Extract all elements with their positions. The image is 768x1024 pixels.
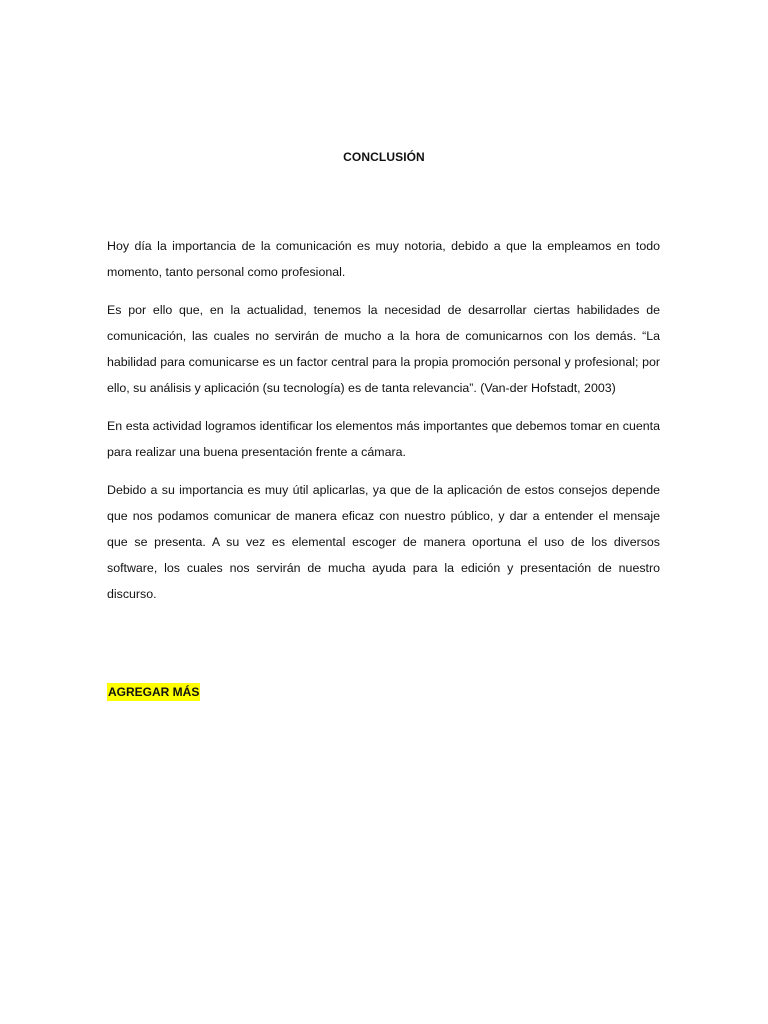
paragraph-3: En esta actividad logramos identificar los elementos más importantes que debemos tomar en cuenta para realizar una buena presentación frente a cámara. xyxy=(107,419,660,459)
page-title: CONCLUSIÓN xyxy=(343,150,425,164)
paragraph-4: Debido a su importancia es muy útil aplicarlas, ya que de la aplicación de estos consejos depende que nos podamos comunicar de manera eficaz con nuestro público, y dar a entender el mensaje que se presenta. A su vez es elemental escoger de manera oportuna el uso de los diversos software, los cuales nos servirán de mucha ayuda para la edición y presentación de nuestro discurso. xyxy=(107,483,660,601)
body-text xyxy=(107,233,660,619)
highlighted-note: AGREGAR MÁS xyxy=(108,685,200,699)
paragraph-1: Hoy día la importancia de la comunicación es muy notoria, debido a que la empleamos en todo momento, tanto personal como profesional. xyxy=(107,239,660,279)
paragraph-2: Es por ello que, en la actualidad, tenemos la necesidad de desarrollar ciertas habilidades de comunicación, las cuales no servirán de mucho a la hora de comunicarnos con los demás. “La habilidad para comunicarse es un factor central para la propia promoción personal y profesional; por ello, su análisis y aplicación (su tecnología) es de tanta relevancia”. (Van-der Hofstadt, 2003) xyxy=(107,303,660,395)
